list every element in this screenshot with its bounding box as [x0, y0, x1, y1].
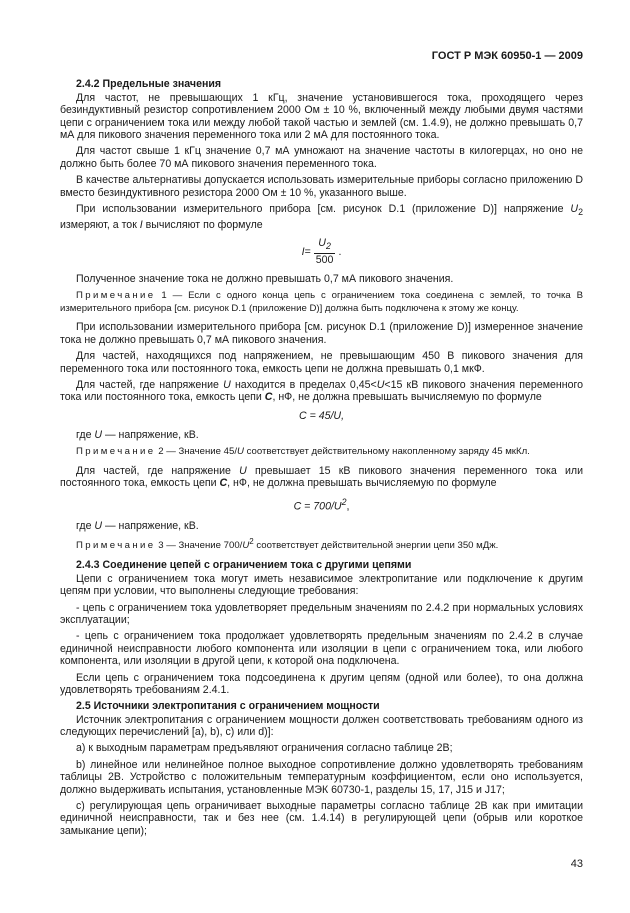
- where-clause: где U — напряжение, кВ.: [76, 519, 199, 532]
- note-2: Примечание 2 — Значение 45/U соответствует действительному накопленному заряду 45 мкКл.: [76, 445, 530, 457]
- formula-capacitance-1: C = 45/U,: [298, 409, 345, 422]
- paragraph: Источник электропитания с ограничением мощности должен соответствовать требованиям одного из следующих перечислений [a), b), c) или d)]:: [60, 713, 583, 739]
- paragraph: Полученное значение тока не должно превышать 0,7 мА пикового значения.: [76, 273, 454, 286]
- note-1: Примечание 1 — Если с одного конца цепь с ограничением тока соединена с землей, то точка B измерительного прибора [см. рисунок D.1 (приложение D)] должна быть подключена к этому же концу.: [60, 290, 583, 314]
- paragraph: Для частей, находящихся под напряжением, не превышающим 450 В пикового значения для переменного тока или постоянного тока, емкость цепи не должна превышать 0,1 мкФ.: [60, 349, 583, 375]
- paragraph: Для частей, где напряжение U находится в пределах 0,45<U<15 кВ пикового значения переменного тока или постоянного тока, емкость цепи C, нФ, не должна превышать вычисляемую по формуле: [60, 378, 584, 404]
- list-item: - цепь с ограничением тока продолжает удовлетворять предельным значениям по 2.4.2 в случае единичной неисправности любого компонента или изоляции в цепи с ограничением тока, или любого компонента, или изоляции в другой цепи, к которой она подключена.: [60, 630, 583, 668]
- formula-capacitance-2: $C = 700/U^2$,: [293, 496, 350, 513]
- where-clause: где U — напряжение, кВ.: [76, 429, 199, 442]
- note-3: Примечание 3 — Значение $700/U^2$ соответствует действительной энергии цепи 350 мДж.: [76, 537, 499, 552]
- list-item: a) к выходным параметрам предъявляют ограничения согласно таблице 2В;: [76, 742, 453, 755]
- section-heading-2-5: 2.5 Источники электропитания с ограничением мощности: [76, 700, 380, 713]
- document-header: ГОСТ Р МЭК 60950-1 — 2009: [431, 50, 583, 62]
- paragraph: Для частот свыше 1 кГц значение 0,7 мА умножают на значение частоты в килогерцах, но оно не должно быть более 70 мА пикового значения переменного тока.: [60, 145, 583, 171]
- paragraph: При использовании измерительного прибора [см. рисунок D.1 (приложение D)] напряжение $U_2$ измеряют, а ток I вычисляют по формуле: [60, 202, 583, 231]
- paragraph: Для частот, не превышающих 1 кГц, значение установившегося тока, проходящего через безиндуктивный резистор сопротивлением 2000 Ом ± 10 %, включенный между любыми двумя частями цепи с ограничением тока или между любой такой частью и землей (см. 1.4.9), не должно превышать 0,7 мА для пикового значения переменного тока или 2 мА для постоянного тока.: [60, 91, 583, 142]
- section-heading-2-4-2: 2.4.2 Предельные значения: [76, 78, 222, 90]
- paragraph: При использовании измерительного прибора [см. рисунок D.1 (приложение D)] измеренное значение тока не должно превышать 0,7 мА пикового значения.: [60, 321, 583, 346]
- formula-current: I= $\frac{U_2}{500}$ .: [301, 237, 342, 266]
- paragraph: Цепи с ограничением тока могут иметь независимое электропитание или подключение к другим цепям при условии, что выполнены следующие требования:: [60, 572, 583, 598]
- paragraph: В качестве альтернативы допускается использовать измерительные приборы согласно приложению D вместо безиндуктивного резистора 2000 Ом ± 10 %, указанного выше.: [60, 174, 583, 199]
- paragraph: Если цепь с ограничением тока подсоединена к другим цепям (одной или более), то она должна удовлетворять требованиям 2.4.1.: [60, 671, 583, 697]
- paragraph: Для частей, где напряжение U превышает 15 кВ пикового значения переменного тока или постоянного тока, емкость цепи C, нФ, не должна превышать вычисляемую по формуле: [60, 464, 583, 490]
- list-item: c) регулирующая цепь ограничивает выходные параметры согласно таблице 2В как при имитации единичной неисправности, так и без нее (см. 1.4.14) в регулирующей цепи (обрыв или короткое замыкание цепи);: [60, 799, 583, 838]
- list-item: - цепь с ограничением тока удовлетворяет предельным значениям по 2.4.2 при нормальных условиях эксплуатации;: [60, 601, 583, 627]
- list-item: b) линейное или нелинейное полное выходное сопротивление должно удовлетворять требованиям таблицы 2В. Устройство с положительным температурным коэффициентом, если оно используется, должно выдерживать испытания, установленные МЭК 60730-1, разделы 15, 17, J15 и J17;: [60, 758, 583, 796]
- section-heading-2-4-3: 2.4.3 Соединение цепей с ограничением тока с другими цепями: [76, 559, 412, 572]
- page-number: 43: [570, 858, 583, 870]
- document-body: [60, 78, 583, 841]
